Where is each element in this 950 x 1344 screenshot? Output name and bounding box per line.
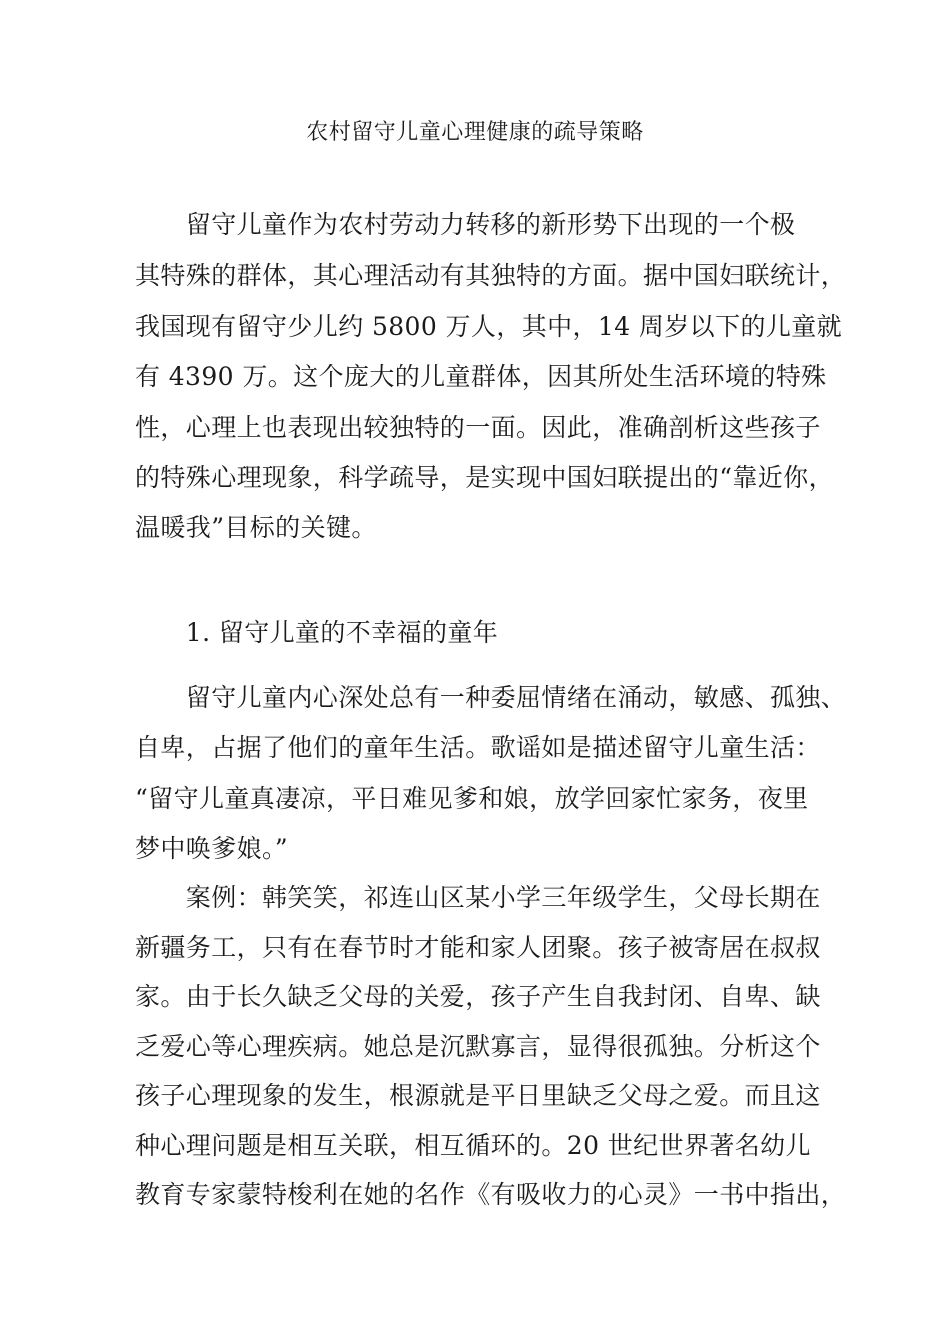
intro-line: 我国现有留守少儿约 5800 万人，其中，14 周岁以下的儿童就 bbox=[135, 312, 843, 341]
body-line: 梦中唤爹娘。” bbox=[135, 834, 289, 863]
body-line: 自卑，占据了他们的童年生活。歌谣如是描述留守儿童生活： bbox=[135, 733, 821, 762]
section-heading: 1. 留守儿童的不幸福的童年 bbox=[135, 618, 499, 647]
body-line: 种心理问题是相互关联，相互循环的。20 世纪世界著名幼儿 bbox=[135, 1131, 811, 1160]
intro-line: 的特殊心理现象，科学疏导，是实现中国妇联提出的“靠近你， bbox=[135, 463, 834, 492]
body-line: 留守儿童内心深处总有一种委屈情绪在涌动，敏感、孤独、 bbox=[135, 683, 847, 712]
body-line: 家。由于长久缺乏父母的关爱，孩子产生自我封闭、自卑、缺 bbox=[135, 982, 821, 1011]
intro-line: 其特殊的群体，其心理活动有其独特的方面。据中国妇联统计， bbox=[135, 261, 847, 290]
body-line: “留守儿童真凄凉，平日难见爹和娘，放学回家忙家务，夜里 bbox=[135, 784, 809, 813]
body-line: 乏爱心等心理疾病。她总是沉默寡言，显得很孤独。分析这个 bbox=[135, 1032, 821, 1061]
body-line: 新疆务工，只有在春节时才能和家人团聚。孩子被寄居在叔叔 bbox=[135, 933, 821, 962]
body-line: 孩子心理现象的发生，根源就是平日里缺乏父母之爱。而且这 bbox=[135, 1081, 821, 1110]
body-line: 案例：韩笑笑，祁连山区某小学三年级学生，父母长期在 bbox=[135, 883, 821, 912]
document-title: 农村留守儿童心理健康的疏导策略 bbox=[306, 120, 644, 145]
intro-line: 温暖我”目标的关键。 bbox=[135, 513, 377, 542]
intro-line: 有 4390 万。这个庞大的儿童群体，因其所处生活环境的特殊 bbox=[135, 362, 827, 391]
intro-line: 留守儿童作为农村劳动力转移的新形势下出现的一个极 bbox=[135, 210, 796, 239]
intro-line: 性，心理上也表现出较独特的一面。因此，准确剖析这些孩子 bbox=[135, 413, 821, 442]
body-line: 教育专家蒙特梭利在她的名作《有吸收力的心灵》一书中指出， bbox=[135, 1180, 847, 1209]
